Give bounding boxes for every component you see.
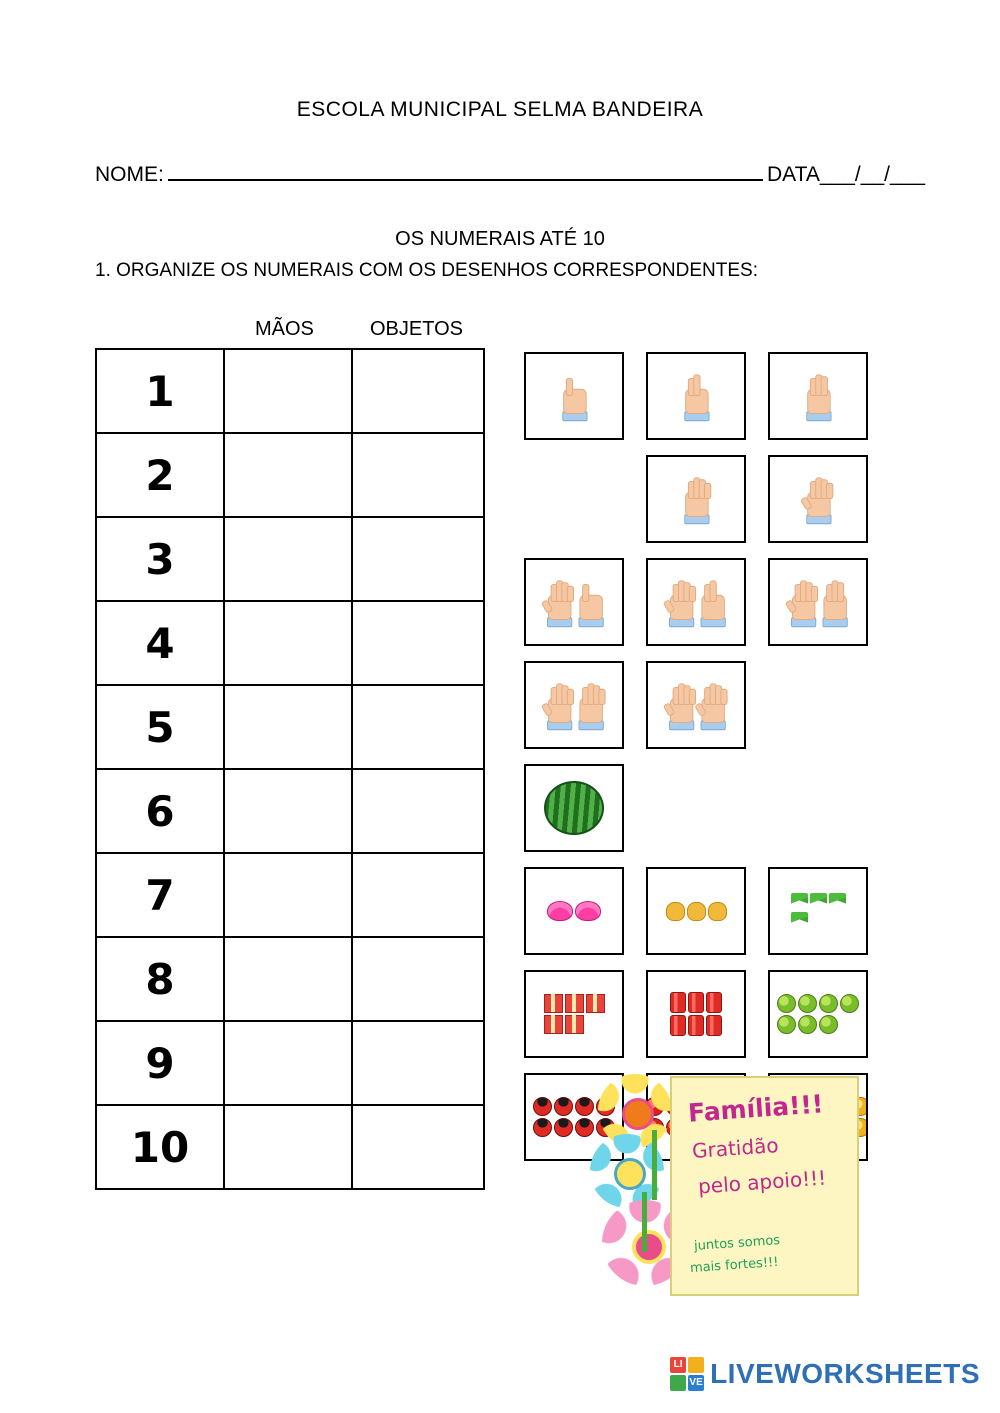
picture-cell-empty — [768, 764, 868, 852]
name-label: NOME: — [95, 163, 164, 186]
table-row — [96, 601, 484, 685]
can-icon — [706, 1015, 722, 1036]
gift-icon — [544, 1015, 563, 1034]
picture-row — [524, 352, 872, 440]
table-row — [96, 685, 484, 769]
liveworksheets-badge-icon — [670, 1357, 704, 1391]
object-group — [787, 889, 850, 933]
numeral-cell: 1 — [96, 349, 224, 433]
liveworksheets-brand-text: LIVEWORKSHEETS — [710, 1358, 980, 1389]
bear-icon — [687, 902, 706, 921]
picture-cell-hand-showing-two[interactable] — [646, 352, 746, 440]
watermelon-icon — [544, 781, 604, 835]
answer-cell-maos[interactable] — [224, 1021, 352, 1105]
date-label: DATA___/__/___ — [767, 163, 925, 186]
worksheet-instruction: 1. ORGANIZE OS NUMERAIS COM OS DESENHOS CORRESPONDENTES: — [95, 260, 758, 281]
picture-cell-empty — [768, 661, 868, 749]
picture-bank — [524, 352, 872, 1176]
grass-icon — [791, 912, 808, 929]
object-group — [666, 988, 726, 1040]
grass-icon — [810, 893, 827, 910]
can-icon — [706, 992, 722, 1013]
gift-icon — [586, 994, 605, 1013]
numeral-cell: 9 — [96, 1021, 224, 1105]
grass-icon — [791, 893, 808, 910]
object-group — [662, 898, 731, 925]
table-row — [96, 517, 484, 601]
picture-row — [524, 867, 872, 955]
picture-row — [524, 558, 872, 646]
picture-cell-hands-showing-seven[interactable] — [646, 558, 746, 646]
answer-cell-maos[interactable] — [224, 517, 352, 601]
table-row — [96, 769, 484, 853]
picture-cell-hand-showing-one[interactable] — [524, 352, 624, 440]
note-line-3: pelo apoio!!! — [697, 1165, 827, 1199]
numeral-cell: 4 — [96, 601, 224, 685]
picture-cell-hands-showing-eight[interactable] — [768, 558, 868, 646]
picture-cell-hand-showing-three[interactable] — [768, 352, 868, 440]
answer-cell-maos[interactable] — [224, 769, 352, 853]
picture-cell-watermelon-one[interactable] — [524, 764, 624, 852]
hand-illustration — [543, 680, 605, 730]
can-icon — [688, 992, 704, 1013]
picture-cell-green-plants-four[interactable] — [768, 867, 868, 955]
numeral-cell: 2 — [96, 433, 224, 517]
picture-cell-gift-boxes-five[interactable] — [524, 970, 624, 1058]
object-group — [543, 897, 605, 925]
column-header-objetos: OBJETOS — [370, 318, 463, 340]
picture-cell-green-apples-seven[interactable] — [768, 970, 868, 1058]
note-line-4: juntos somos — [693, 1233, 781, 1254]
table-column-headers — [95, 318, 488, 346]
answer-cell-objetos[interactable] — [352, 433, 484, 517]
column-header-maos: MÃOS — [255, 318, 314, 340]
gift-icon — [565, 1015, 584, 1034]
hand-illustration — [681, 474, 712, 524]
gift-icon — [544, 994, 563, 1013]
numeral-cell: 10 — [96, 1105, 224, 1189]
apple-green-icon — [819, 1015, 838, 1034]
ladybug-icon — [533, 1097, 552, 1116]
table-row — [96, 937, 484, 1021]
name-date-line — [95, 163, 925, 187]
table-row — [96, 433, 484, 517]
hand-illustration — [665, 680, 727, 730]
badge-letter-li: LI — [670, 1357, 686, 1373]
numeral-cell: 3 — [96, 517, 224, 601]
ladybug-icon — [533, 1118, 552, 1137]
worksheet-subtitle: OS NUMERAIS ATÉ 10 — [395, 228, 605, 250]
family-note — [590, 1072, 860, 1302]
hat-icon — [575, 901, 601, 921]
answer-cell-objetos[interactable] — [352, 601, 484, 685]
ladybug-icon — [554, 1118, 573, 1137]
answer-cell-objetos[interactable] — [352, 517, 484, 601]
picture-cell-hand-showing-five[interactable] — [768, 455, 868, 543]
picture-cell-hand-showing-four[interactable] — [646, 455, 746, 543]
apple-green-icon — [777, 1015, 796, 1034]
answer-cell-objetos[interactable] — [352, 1105, 484, 1189]
apple-green-icon — [819, 994, 838, 1013]
grass-icon — [829, 893, 846, 910]
numeral-cell: 7 — [96, 853, 224, 937]
object-group — [773, 990, 863, 1038]
picture-cell-gold-bears-three[interactable] — [646, 867, 746, 955]
hand-illustration — [559, 371, 590, 421]
picture-row — [524, 455, 872, 543]
answer-cell-maos[interactable] — [224, 685, 352, 769]
note-card — [670, 1076, 859, 1296]
picture-cell-empty — [646, 764, 746, 852]
picture-cell-empty — [524, 455, 624, 543]
picture-cell-pink-hats-two[interactable] — [524, 867, 624, 955]
hand-illustration — [543, 577, 605, 627]
badge-square-yellow — [688, 1357, 704, 1373]
object-group — [540, 990, 609, 1038]
bear-icon — [708, 902, 727, 921]
can-icon — [670, 1015, 686, 1036]
picture-row — [524, 661, 872, 749]
hand-illustration — [787, 577, 849, 627]
picture-cell-hands-showing-nine[interactable] — [524, 661, 624, 749]
table-row — [96, 349, 484, 433]
liveworksheets-logo[interactable] — [670, 1357, 980, 1391]
answer-cell-maos[interactable] — [224, 433, 352, 517]
can-icon — [670, 992, 686, 1013]
note-line-1: Família!!! — [687, 1089, 825, 1128]
hand-illustration — [681, 371, 712, 421]
badge-letter-ve: VE — [688, 1375, 704, 1391]
flower-stem — [642, 1192, 647, 1252]
hand-illustration — [803, 371, 834, 421]
answer-cell-objetos[interactable] — [352, 853, 484, 937]
school-title: ESCOLA MUNICIPAL SELMA BANDEIRA — [296, 98, 704, 121]
bear-icon — [666, 902, 685, 921]
picture-cell-red-cans-six[interactable] — [646, 970, 746, 1058]
table-row — [96, 853, 484, 937]
picture-row — [524, 764, 872, 852]
flower-stem — [652, 1130, 657, 1200]
answer-cell-objetos[interactable] — [352, 1021, 484, 1105]
note-line-2: Gratidão — [691, 1133, 780, 1163]
table-row — [96, 1105, 484, 1189]
apple-green-icon — [798, 994, 817, 1013]
answer-cell-maos[interactable] — [224, 601, 352, 685]
answer-cell-objetos[interactable] — [352, 769, 484, 853]
numeral-cell: 5 — [96, 685, 224, 769]
table-row — [96, 1021, 484, 1105]
picture-cell-hands-showing-six[interactable] — [524, 558, 624, 646]
apple-green-icon — [840, 994, 859, 1013]
numeral-cell: 6 — [96, 769, 224, 853]
answer-cell-maos[interactable] — [224, 937, 352, 1021]
apple-green-icon — [777, 994, 796, 1013]
hand-illustration — [665, 577, 727, 627]
numerals-table — [95, 348, 485, 1190]
answer-cell-objetos[interactable] — [352, 685, 484, 769]
answer-cell-maos[interactable] — [224, 349, 352, 433]
badge-square-green — [670, 1375, 686, 1391]
can-icon — [688, 1015, 704, 1036]
picture-row — [524, 970, 872, 1058]
note-line-5: mais fortes!!! — [689, 1254, 779, 1277]
gift-icon — [565, 994, 584, 1013]
answer-cell-maos[interactable] — [224, 1105, 352, 1189]
answer-cell-objetos[interactable] — [352, 937, 484, 1021]
name-blank-field[interactable] — [168, 165, 763, 181]
answer-cell-maos[interactable] — [224, 853, 352, 937]
answer-cell-objetos[interactable] — [352, 349, 484, 433]
apple-green-icon — [798, 1015, 817, 1034]
hand-illustration — [803, 474, 834, 524]
numeral-cell: 8 — [96, 937, 224, 1021]
picture-cell-hands-showing-ten[interactable] — [646, 661, 746, 749]
hat-icon — [547, 901, 573, 921]
ladybug-icon — [554, 1097, 573, 1116]
